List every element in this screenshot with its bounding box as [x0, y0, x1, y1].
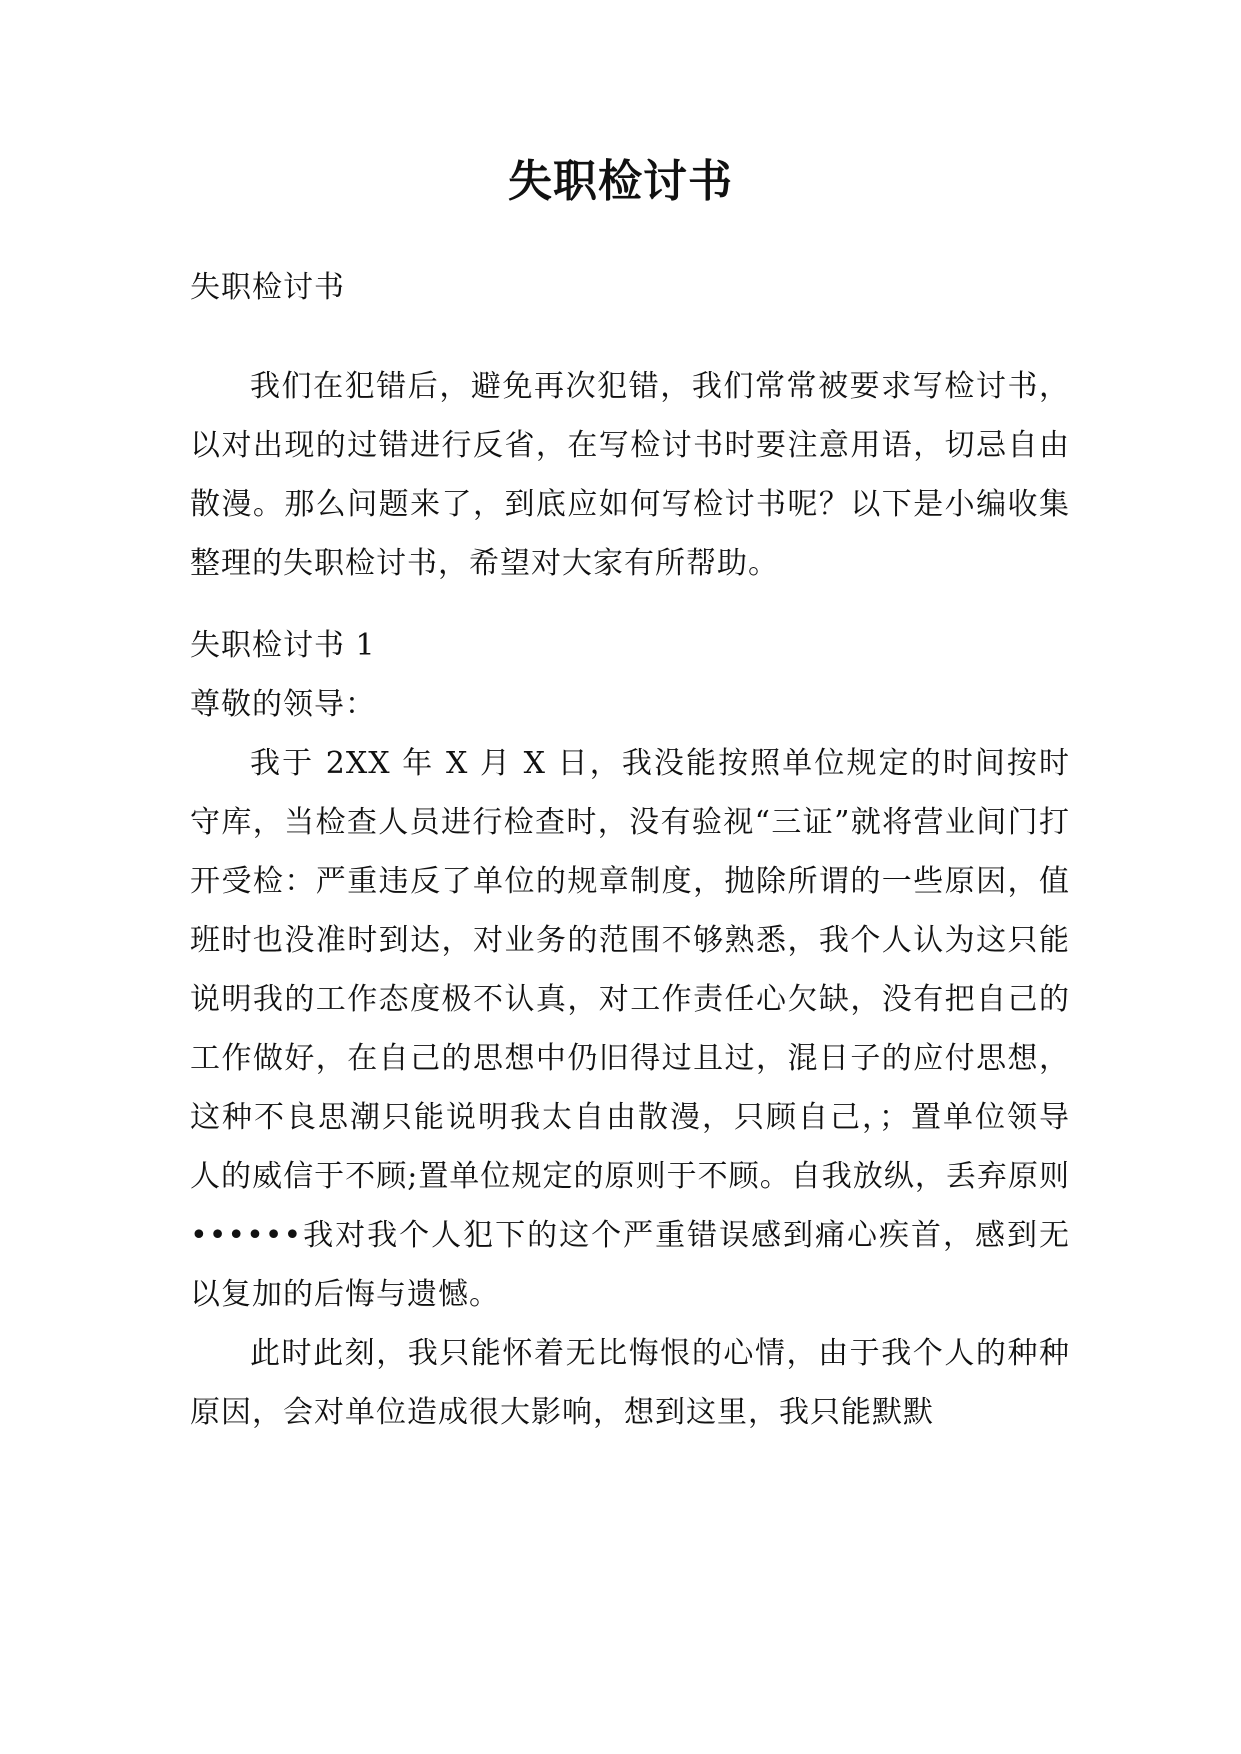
intro-block [190, 357, 1070, 593]
section-heading: 失职检讨书 1 [190, 628, 376, 663]
body-paragraph-2: 此时此刻，我只能怀着无比悔恨的心情，由于我个人的种种原因，会对单位造成很大影响，想到这里，我只能默默 [190, 1336, 1070, 1430]
document-subtitle: 失职检讨书 [190, 270, 345, 305]
salutation: 尊敬的领导： [190, 687, 376, 722]
letter-block [190, 616, 1070, 1442]
body-paragraph-1: 我于 2XX 年 X 月 X 日，我没能按照单位规定的时间按时守库，当检查人员进行检查时，没有验视“三证”就将营业间门打开受检：严重违反了单位的规章制度，抛除所谓的一些原因，值班时也没准时到达，对业务的范围不够熟悉，我个人认为这只能说明我的工作态度极不认真，对工作责任心欠缺，没有把自己的工作做好，在自己的思想中仍旧得过且过，混日子的应付思想，这种不良思潮只能说明我太自由散漫，只顾自己，；置单位领导人的威信于不顾;置单位规定的原则于不顾。自我放纵，丢弃原则••••••我对我个人犯下的这个严重错误感到痛心疾首，感到无以复加的后悔与遗憾。 [190, 746, 1070, 1312]
document-title: 失职检讨书 [508, 156, 733, 207]
intro-paragraph: 我们在犯错后，避免再次犯错，我们常常被要求写检讨书，以对出现的过错进行反省，在写检讨书时要注意用语，切忌自由散漫。那么问题来了，到底应如何写检讨书呢？以下是小编收集整理的失职检讨书，希望对大家有所帮助。 [190, 369, 1070, 581]
subtitle-block [190, 258, 1070, 317]
